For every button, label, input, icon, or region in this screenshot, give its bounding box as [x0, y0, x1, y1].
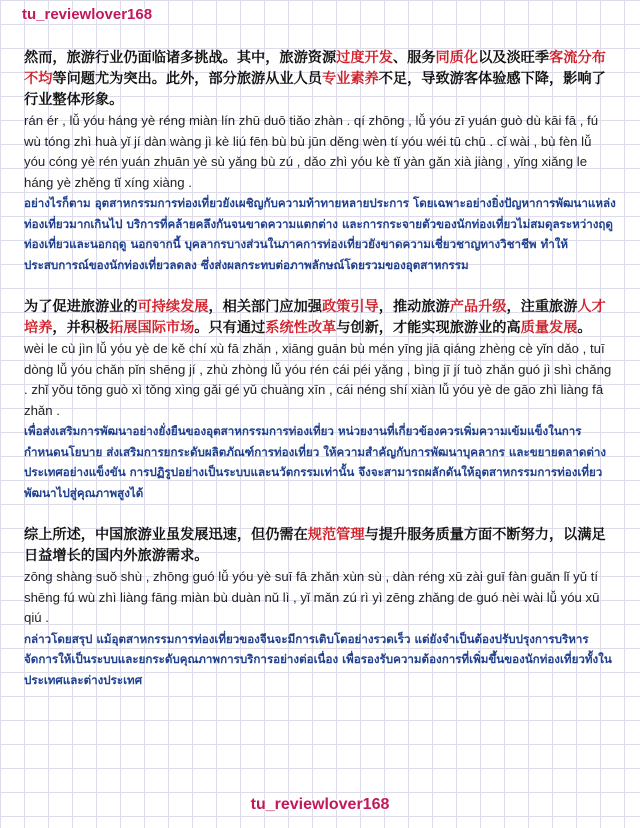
highlighted-term: 政策引导	[321, 299, 379, 315]
chinese-text: ，并积极	[52, 320, 110, 336]
chinese-text: ，相关部门应加强	[208, 299, 322, 315]
pinyin-paragraph: zōng shàng suǒ shù , zhōng guó lǚ yóu yè suī fā zhǎn xùn sù , dàn réng xū zài guī fàn guǎn lǐ yǔ tí shēng fú wù zhì liàng fāng miàn bù duàn nǔ lì , yǐ mǎn zú rì yì zēng zhǎng de guó nèi wài lǚ yóu xū qiú .	[24, 569, 600, 625]
chinese-text: 、服务	[392, 50, 436, 66]
highlighted-term: 规范管理	[307, 527, 365, 543]
chinese-paragraph	[24, 525, 616, 567]
chinese-text: 为了促进旅游业的	[24, 299, 138, 315]
highlighted-term: 质量发展	[520, 320, 578, 336]
section-3	[24, 525, 616, 690]
chinese-paragraph	[24, 297, 616, 339]
chinese-text: 不足，导致游客体验感下降，影响了行业整体形象。	[24, 71, 606, 108]
watermark-bottom: tu_reviewlover168	[250, 796, 390, 813]
highlighted-term: 人才培养	[24, 299, 606, 336]
chinese-text: 等问题尤为突出。此外，部分旅游从业人员	[52, 71, 322, 87]
highlighted-term: 专业素养	[321, 71, 379, 87]
highlighted-term: 产品升级	[449, 299, 507, 315]
highlighted-term: 可持续发展	[137, 299, 209, 315]
chinese-text: 。只有通过	[194, 320, 266, 336]
highlighted-term: 拓展国际市场	[109, 320, 195, 336]
document-body	[24, 48, 616, 712]
thai-paragraph: อย่างไรก็ตาม อุตสาหกรรมการท่องเที่ยวยังเผชิญกับความท้าทายหลายประการ โดยเฉพาะอย่างยิ่งปัญหาการพัฒนาแหล่งท่องเที่ยวมากเกินไป บริการที่คล้ายคลึงกันจนขาดความแตกต่าง และการกระจายตัวของนักท่องเที่ยวไม่สมดุลระหว่างฤดูท่องเที่ยวและนอกฤดู นอกจากนี้ บุคลากรบางส่วนในภาคการท่องเที่ยวยังขาดความเชี่ยวชาญทางวิชาชีพ ทำให้ประสบการณ์ของนักท่องเที่ยวลดลง ซึ่งส่งผลกระทบต่อภาพลักษณ์โดยรวมของอุตสาหกรรม	[24, 196, 616, 272]
highlighted-term: 同质化	[435, 50, 479, 66]
chinese-text: ，注重旅游	[506, 299, 578, 315]
chinese-paragraph	[24, 48, 616, 111]
chinese-text: 然而，旅游行业仍面临诸多挑战。其中，旅游资源	[24, 50, 337, 66]
chinese-text: 以及淡旺季	[478, 50, 550, 66]
highlighted-term: 系统性改革	[265, 320, 337, 336]
pinyin-paragraph: wèi le cù jìn lǚ yóu yè de kě chí xù fā zhǎn , xiāng guān bù mén yīng jiā qiáng zhèng cè yǐn dǎo , tuī dòng lǚ yóu chǎn pǐn shēng jí , zhù zhòng lǚ yóu rén cái péi yǎng , bìng jī jí tuò zhǎn guó jì shì chǎng . zhǐ yǒu tōng guò xì tǒng xìng gǎi gé yǔ chuàng xīn , cái néng shí xiàn lǚ yóu yè de gāo zhì liàng fā zhǎn .	[24, 341, 612, 418]
chinese-text: 与提升服务质量方面不断努力，以满足日益增长的国内外旅游需求。	[24, 527, 606, 564]
section-1	[24, 48, 616, 275]
chinese-text: ，推动旅游	[378, 299, 450, 315]
thai-paragraph: กล่าวโดยสรุป แม้อุตสาหกรรมการท่องเที่ยวของจีนจะมีการเติบโตอย่างรวดเร็ว แต่ยังจำเป็นต้องปรับปรุงการบริหารจัดการให้เป็นระบบและยกระดับคุณภาพการบริการอย่างต่อเนื่อง เพื่อรองรับความต้องการที่เพิ่มขึ้นของนักท่องเที่ยวทั้งในประเทศและต่างประเทศ	[24, 631, 612, 687]
highlighted-term: 过度开发	[336, 50, 393, 66]
highlighted-term: 客流分布不均	[24, 50, 606, 87]
section-2	[24, 297, 616, 503]
thai-paragraph: เพื่อส่งเสริมการพัฒนาอย่างยั่งยืนของอุตสาหกรรมการท่องเที่ยว หน่วยงานที่เกี่ยวข้องควรเพิ่มความเข้มแข็งในการกำหนดนโยบาย ส่งเสริมการยกระดับผลิตภัณฑ์การท่องเที่ยว ให้ความสำคัญกับการพัฒนาบุคลากร และขยายตลาดต่างประเทศอย่างแข็งขัน การปฏิรูปอย่างเป็นระบบและนวัตกรรมเท่านั้น จึงจะสามารถผลักดันให้อุตสาหกรรมการท่องเที่ยวพัฒนาไปสู่คุณภาพสูงได้	[24, 424, 607, 500]
watermark-top: tu_reviewlover168	[22, 6, 153, 23]
chinese-text: 与创新，才能实现旅游业的高	[336, 320, 521, 336]
pinyin-paragraph: rán ér , lǚ yóu háng yè réng miàn lín zhū duō tiǎo zhàn . qí zhōng , lǚ yóu zī yuán guò dù kāi fā , fú wù tóng zhì huà yǐ jí dàn wàng jì kè liú fēn bù bù jūn děng wèn tí yóu wéi tū chū . cǐ wài , bù fèn lǚ yóu cóng yè rén yuán zhuān yè sù yǎng bù zú , dǎo zhì yóu kè tǐ yàn gǎn xià jiàng , yǐng xiǎng le háng yè zhěng tǐ xíng xiàng .	[24, 113, 599, 190]
chinese-text: 。	[577, 320, 592, 336]
chinese-text: 综上所述，中国旅游业虽发展迅速，但仍需在	[24, 527, 308, 543]
